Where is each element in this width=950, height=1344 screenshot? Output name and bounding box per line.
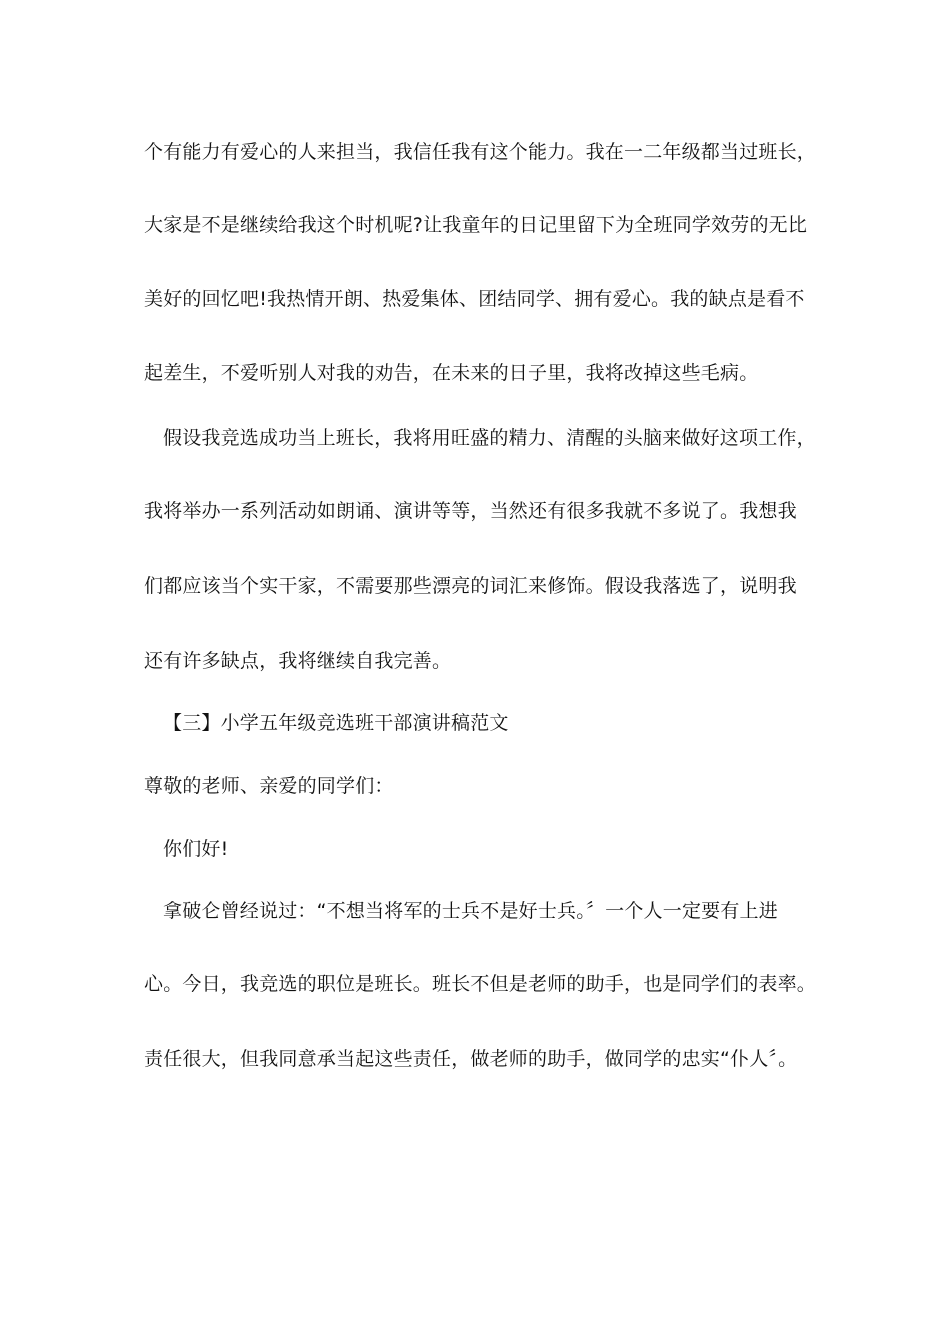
salutation: 尊敬的老师、亲爱的同学们：: [144, 775, 394, 797]
section-heading: 【三】小学五年级竞选班干部演讲稿范文: [163, 712, 509, 734]
text-line: 起差生，不爱听别人对我的劝告，在未来的日子里，我将改掉这些毛病。: [144, 362, 759, 384]
paragraph-start-line: 拿破仑曾经说过：“不想当将军的士兵不是好士兵。〞一个人一定要有上进: [163, 900, 778, 922]
text-line: 我将举办一系列活动如朗诵、演讲等等，当然还有很多我就不多说了。我想我: [144, 500, 797, 522]
text-line: 们都应该当个实干家，不需要那些漂亮的词汇来修饰。假设我落选了，说明我: [144, 575, 797, 597]
text-line: 美好的回忆吧!我热情开朗、热爱集体、团结同学、拥有爱心。我的缺点是看不: [144, 288, 805, 310]
paragraph-start-line: 假设我竞选成功当上班长，我将用旺盛的精力、清醒的头脑来做好这项工作，: [163, 427, 816, 449]
greeting: 你们好!: [163, 838, 229, 860]
text-line: 大家是不是继续给我这个时机呢?让我童年的日记里留下为全班同学效劳的无比: [144, 214, 808, 236]
text-line: 个有能力有爱心的人来担当，我信任我有这个能力。我在一二年级都当过班长，: [144, 141, 817, 163]
text-line: 心。今日，我竞选的职位是班长。班长不但是老师的助手，也是同学们的表率。: [144, 973, 817, 995]
text-line: 责任很大，但我同意承当起这些责任，做老师的助手，做同学的忠实“仆人〞。: [144, 1048, 798, 1070]
text-line: 还有许多缺点，我将继续自我完善。: [144, 650, 452, 672]
